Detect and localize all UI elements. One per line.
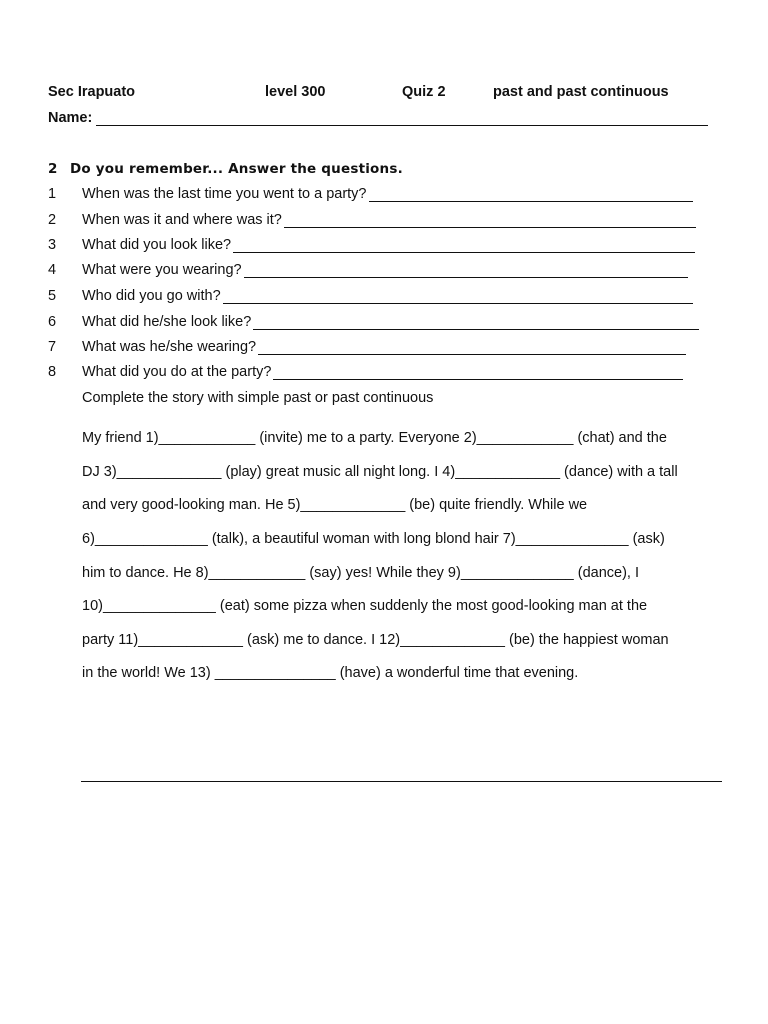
question-item [48,237,695,253]
answer-line[interactable] [273,365,683,380]
section-title: Do you remember... Answer the questions. [70,161,403,177]
question-number: 1 [48,186,57,202]
question-item [48,186,693,202]
question-item [48,262,688,278]
question-item [48,314,699,330]
story-line: and very good-looking man. He 5)_____________ (be) quite friendly. While we [82,497,588,513]
question-number: 2 [48,212,57,228]
question-number: 4 [48,262,57,278]
question-item [48,364,683,380]
question-item [48,339,686,355]
name-answer-line[interactable] [96,110,708,126]
story-line: him to dance. He 8)____________ (say) yes! While they 9)______________ (dance), I [82,565,639,581]
question-number: 7 [48,339,57,355]
story-line: My friend 1)____________ (invite) me to a party. Everyone 2)____________ (chat) and the [82,430,667,446]
story-line: 6)______________ (talk), a beautiful woman with long blond hair 7)______________ (ask) [82,531,665,547]
question-text: What were you wearing? [82,262,242,278]
answer-line[interactable] [223,289,693,304]
name-label: Name: [48,110,93,126]
answer-line[interactable] [233,238,695,253]
answer-line[interactable] [284,213,696,228]
answer-line[interactable] [244,263,688,278]
quiz-label: Quiz 2 [402,84,446,100]
question-text: What did you look like? [82,237,232,253]
question-item [48,288,693,304]
question-number: 6 [48,314,57,330]
name-field [48,110,708,126]
question-text: Who did you go with? [82,288,221,304]
question-number: 3 [48,237,57,253]
question-text: What was he/she wearing? [82,339,257,355]
story-line: DJ 3)_____________ (play) great music all night long. I 4)_____________ (dance) with a tall [82,464,678,480]
question-text: What did you do at the party? [82,364,272,380]
answer-line[interactable] [253,315,699,330]
level-label: level 300 [265,84,326,100]
answer-line[interactable] [258,340,686,355]
story-line: 10)______________ (eat) some pizza when suddenly the most good-looking man at the [82,598,648,614]
bottom-divider [81,781,722,782]
story-instruction: Complete the story with simple past or past continuous [82,390,434,406]
question-text: When was it and where was it? [82,212,282,228]
question-item [48,212,696,228]
story-line: in the world! We 13) _______________ (have) a wonderful time that evening. [82,665,579,681]
question-text: When was the last time you went to a party? [82,186,367,202]
school-name: Sec Irapuato [48,84,136,100]
question-text: What did he/she look like? [82,314,252,330]
section-number: 2 [48,161,58,177]
story-line: party 11)_____________ (ask) me to dance. I 12)_____________ (be) the happiest woman [82,632,669,648]
question-number: 8 [48,364,57,380]
section-heading [48,161,403,177]
answer-line[interactable] [369,187,693,202]
question-number: 5 [48,288,57,304]
quiz-topic: past and past continuous [493,84,669,100]
